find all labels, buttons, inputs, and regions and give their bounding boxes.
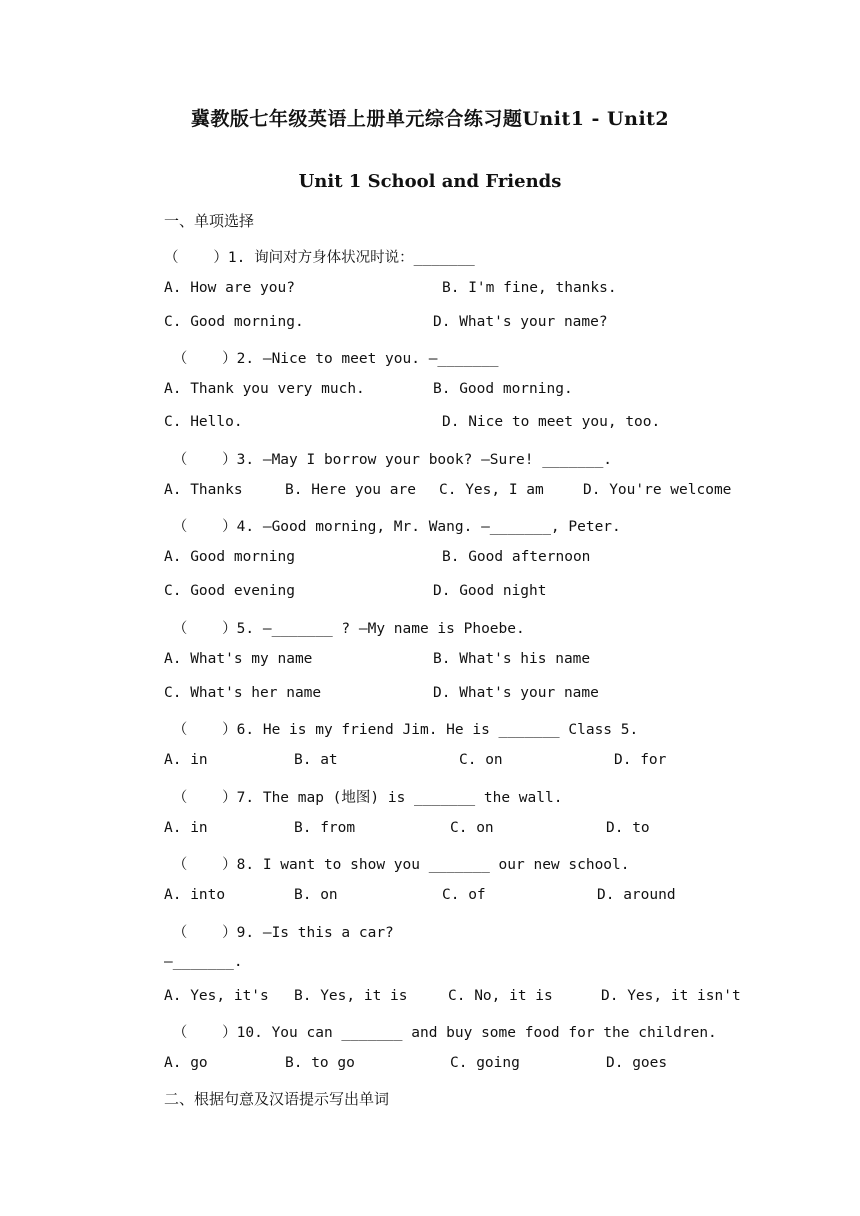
q4-option-c: C. Good evening [164, 583, 295, 599]
question-4-stem: （ ）4. —Good morning, Mr. Wang. —_______, Peter. [164, 519, 621, 535]
q8-option-d: D. around [597, 887, 676, 903]
q10-option-b: B. to go [285, 1055, 355, 1071]
q8-option-c: C. of [442, 887, 486, 903]
section-heading-word-writing: 二、根据句意及汉语提示写出单词 [164, 1090, 390, 1108]
q6-option-b: B. at [294, 752, 338, 768]
question-7-stem: （ ）7. The map (地图) is _______ the wall. [164, 790, 563, 806]
q6-option-a: A. in [164, 752, 208, 768]
section-heading-single-choice: 一、单项选择 [164, 212, 255, 230]
question-8-stem: （ ）8. I want to show you _______ our new school. [164, 857, 630, 873]
q2-option-b: B. Good morning. [433, 381, 573, 397]
q10-option-c: C. going [450, 1055, 520, 1071]
q9-option-d: D. Yes, it isn't [601, 988, 741, 1004]
q8-option-b: B. on [294, 887, 338, 903]
q7-option-a: A. in [164, 820, 208, 836]
q1-option-d: D. What's your name? [433, 314, 608, 330]
q10-option-a: A. go [164, 1055, 208, 1071]
q7-option-c: C. on [450, 820, 494, 836]
q9-option-c: C. No, it is [448, 988, 553, 1004]
q5-option-c: C. What's her name [164, 685, 322, 701]
q1-option-a: A. How are you? [164, 280, 295, 296]
q5-option-b: B. What's his name [433, 651, 591, 667]
q6-option-d: D. for [614, 752, 667, 768]
q2-option-d: D. Nice to meet you, too. [442, 414, 661, 430]
q2-option-a: A. Thank you very much. [164, 381, 365, 397]
q6-option-c: C. on [459, 752, 503, 768]
q9-option-a: A. Yes, it's [164, 988, 269, 1004]
q7-option-d: D. to [606, 820, 650, 836]
question-9-answer-line: —_______. [164, 954, 243, 970]
q2-option-c: C. Hello. [164, 414, 243, 430]
q4-option-d: D. Good night [433, 583, 547, 599]
question-3-stem: （ ）3. —May I borrow your book? —Sure! _______. [164, 452, 613, 468]
q8-option-a: A. into [164, 887, 226, 903]
question-6-stem: （ ）6. He is my friend Jim. He is _______ Class 5. [164, 722, 639, 738]
q4-option-b: B. Good afternoon [442, 549, 591, 565]
q1-option-b: B. I'm fine, thanks. [442, 280, 617, 296]
q9-option-b: B. Yes, it is [294, 988, 408, 1004]
q7-option-b: B. from [294, 820, 356, 836]
question-2-stem: （ ）2. —Nice to meet you. —_______ [164, 351, 499, 367]
q3-option-a: A. Thanks [164, 482, 243, 498]
q3-option-c: C. Yes, I am [439, 482, 544, 498]
question-1-stem: （ ）1. 询问对方身体状况时说：_______ [164, 250, 475, 266]
q5-option-a: A. What's my name [164, 651, 313, 667]
q10-option-d: D. goes [606, 1055, 668, 1071]
q5-option-d: D. What's your name [433, 685, 599, 701]
q3-option-d: D. You're welcome [583, 482, 732, 498]
document-title: 冀教版七年级英语上册单元综合练习题Unit1 - Unit2 [190, 108, 670, 130]
question-9-stem: （ ）9. —Is this a car? [164, 925, 394, 941]
question-10-stem: （ ）10. You can _______ and buy some food for the children. [164, 1025, 717, 1041]
q4-option-a: A. Good morning [164, 549, 295, 565]
q1-option-c: C. Good morning. [164, 314, 304, 330]
question-5-stem: （ ）5. —_______ ? —My name is Phoebe. [164, 621, 525, 637]
q3-option-b: B. Here you are [285, 482, 416, 498]
unit-title: Unit 1 School and Friends [298, 171, 562, 192]
